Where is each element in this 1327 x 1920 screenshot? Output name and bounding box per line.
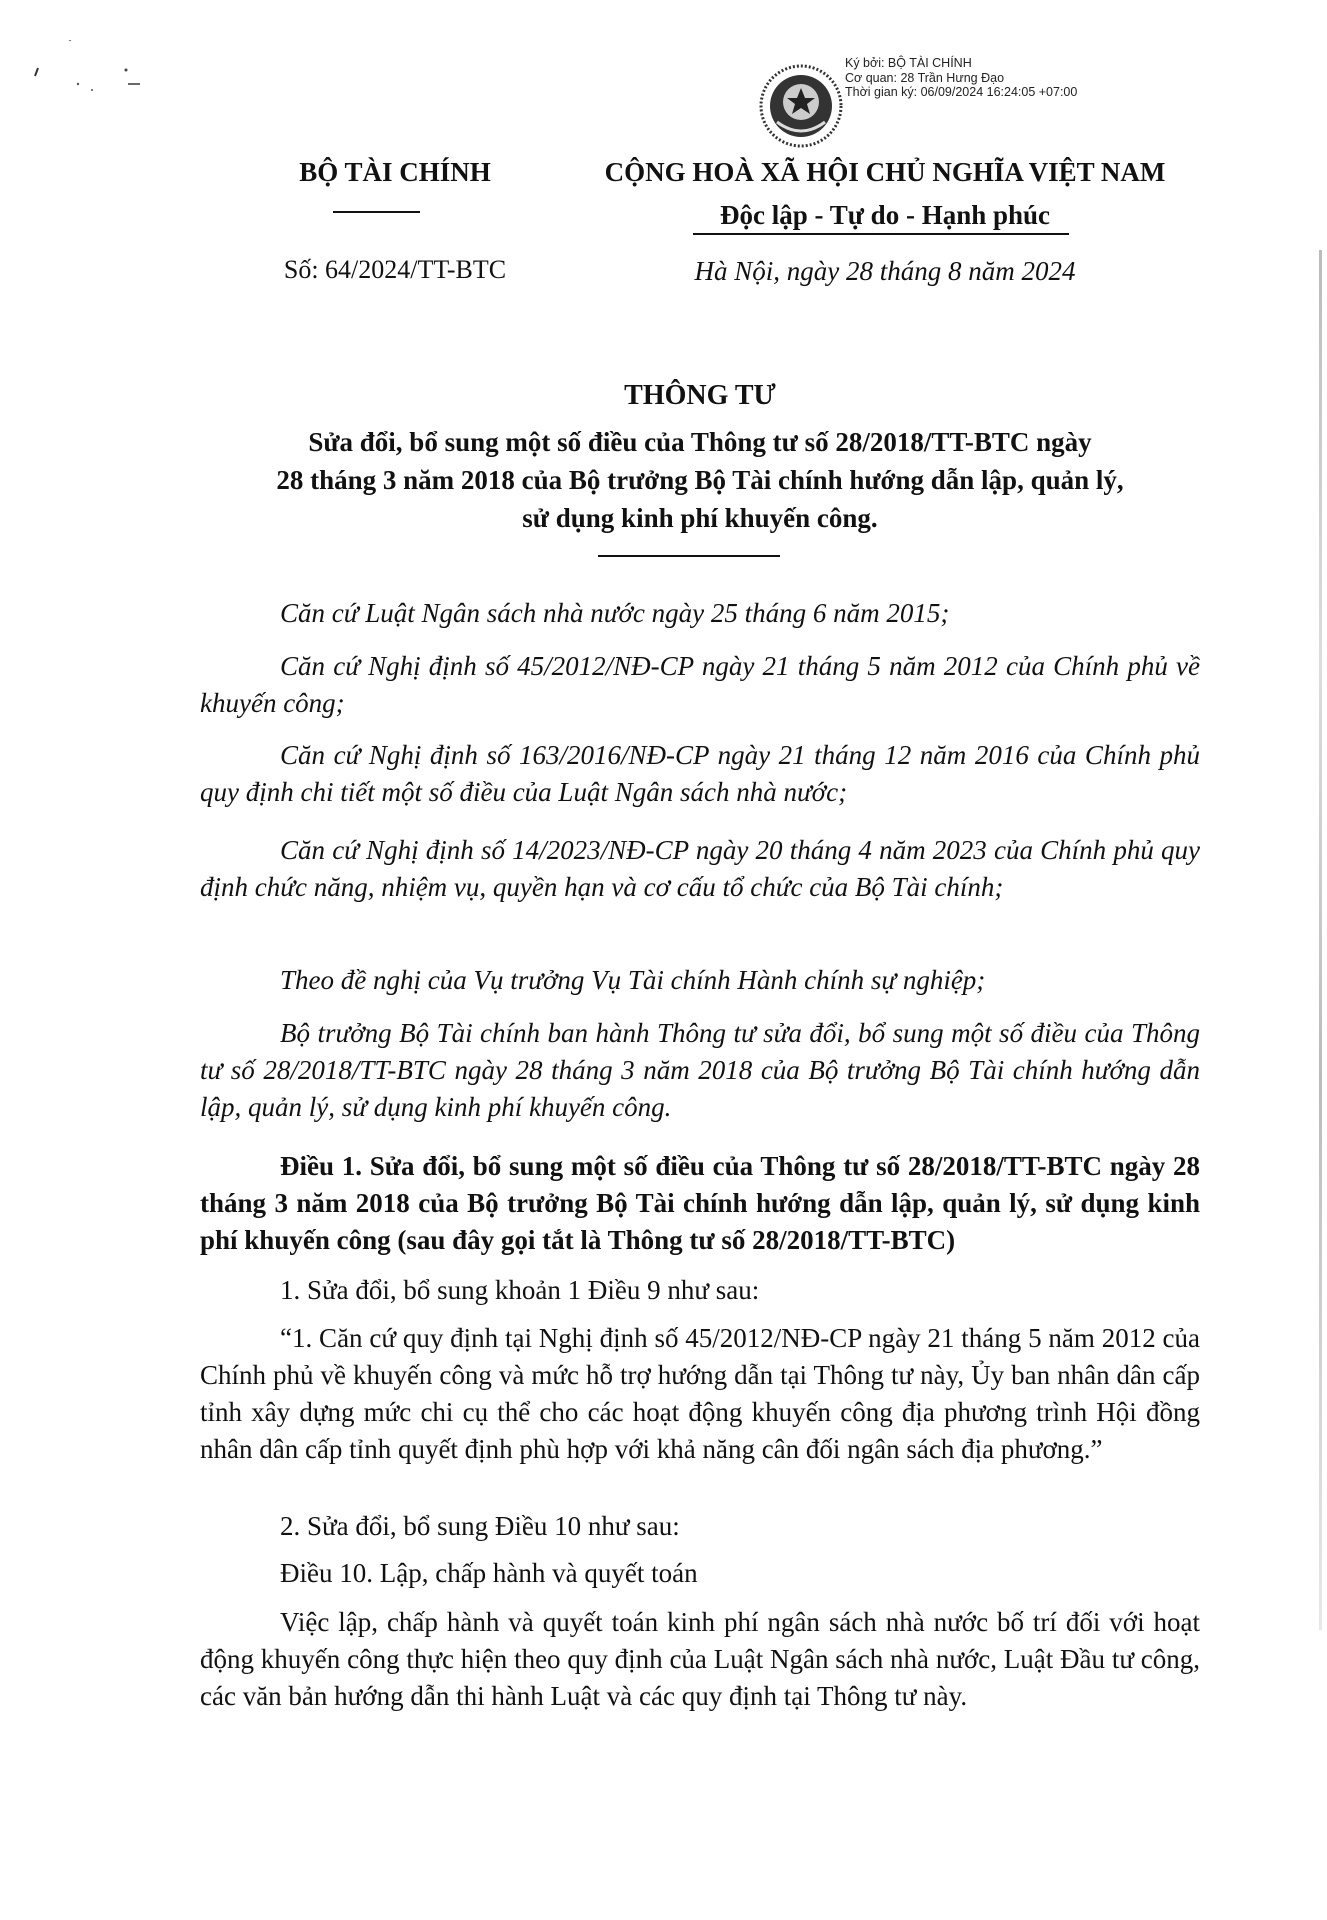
article-1-item-1-quote: “1. Căn cứ quy định tại Nghị định số 45/2012/NĐ-CP ngày 21 tháng 5 năm 2012 của Chính phủ về khuyến công và mức hỗ trợ hướng dẫn tại Thông tư này, Ủy ban nhân dân cấp tỉnh xây dựng mức chi cụ thể cho các hoạt động khuyến công địa phương trình Hội đồng nhân dân cấp tỉnh quyết định phù hợp với khả năng cân đối ngân sách địa phương.” [200, 1323, 1200, 1464]
subject-line: sử dụng kinh phí khuyến công. [522, 503, 878, 533]
signed-by: Ký bởi: BỘ TÀI CHÍNH [845, 56, 972, 70]
article-10-body: Việc lập, chấp hành và quyết toán kinh phí ngân sách nhà nước bố trí đối với hoạt động khuyến công thực hiện theo quy định của Luật Ngân sách nhà nước, Luật Đầu tư công, các văn bản hướng dẫn thi hành Luật và các quy định tại Thông tư này. [200, 1607, 1200, 1711]
preamble-decree-163: Căn cứ Nghị định số 163/2016/NĐ-CP ngày 21 tháng 12 năm 2016 của Chính phủ quy định chi tiết một số điều của Luật Ngân sách nhà nước; [200, 740, 1200, 807]
title-underline [598, 555, 780, 557]
scan-specks [30, 40, 160, 100]
national-title: CỘNG HOÀ XÃ HỘI CHỦ NGHĨA VIỆT NAM [604, 157, 1166, 187]
preamble-budget-law: Căn cứ Luật Ngân sách nhà nước ngày 25 tháng 6 năm 2015; [280, 598, 950, 628]
document-type: THÔNG TƯ [624, 380, 776, 411]
document-subject [200, 423, 1200, 537]
document-number: Số: 64/2024/TT-BTC [283, 255, 507, 284]
motto-underline [693, 233, 1069, 235]
ministry-name: BỘ TÀI CHÍNH [299, 157, 491, 187]
subject-line: Sửa đổi, bổ sung một số điều của Thông tư số 28/2018/TT-BTC ngày [308, 427, 1092, 457]
ministry-underline [333, 211, 420, 213]
signing-agency: Cơ quan: 28 Trần Hưng Đạo [845, 70, 1005, 85]
subject-line: 28 tháng 3 năm 2018 của Bộ trưởng Bộ Tài chính hướng dẫn lập, quản lý, [276, 465, 1124, 495]
scan-edge [1319, 250, 1322, 1630]
national-emblem-seal [757, 62, 845, 150]
national-motto: Độc lập - Tự do - Hạnh phúc [719, 200, 1051, 230]
digital-signature-info [845, 56, 1077, 100]
article-1-heading: Điều 1. Sửa đổi, bổ sung một số điều của Thông tư số 28/2018/TT-BTC ngày 28 tháng 3 năm 2018 của Bộ trưởng Bộ Tài chính hướng dẫn lập, quản lý, sử dụng kinh phí khuyến công (sau đây gọi tắt là Thông tư số 28/2018/TT-BTC) [200, 1151, 1200, 1255]
signing-time: Thời gian ký: 06/09/2024 16:24:05 +07:00 [845, 85, 1078, 99]
article-10-heading: Điều 10. Lập, chấp hành và quyết toán [280, 1558, 698, 1588]
preamble-promulgation: Bộ trưởng Bộ Tài chính ban hành Thông tư sửa đổi, bổ sung một số điều của Thông tư số 28/2018/TT-BTC ngày 28 tháng 3 năm 2018 của Bộ trưởng Bộ Tài chính hướng dẫn lập, quản lý, sử dụng kinh phí khuyến công. [200, 1018, 1200, 1122]
preamble-proposal: Theo đề nghị của Vụ trưởng Vụ Tài chính Hành chính sự nghiệp; [280, 965, 986, 995]
preamble-decree-14: Căn cứ Nghị định số 14/2023/NĐ-CP ngày 20 tháng 4 năm 2023 của Chính phủ quy định chức năng, nhiệm vụ, quyền hạn và cơ cấu tổ chức của Bộ Tài chính; [200, 835, 1200, 902]
place-date: Hà Nội, ngày 28 tháng 8 năm 2024 [694, 256, 1076, 286]
preamble-decree-45: Căn cứ Nghị định số 45/2012/NĐ-CP ngày 21 tháng 5 năm 2012 của Chính phủ về khuyến công; [200, 651, 1200, 718]
article-1-item-1: 1. Sửa đổi, bổ sung khoản 1 Điều 9 như sau: [280, 1275, 760, 1305]
article-1-item-2: 2. Sửa đổi, bổ sung Điều 10 như sau: [280, 1511, 680, 1541]
